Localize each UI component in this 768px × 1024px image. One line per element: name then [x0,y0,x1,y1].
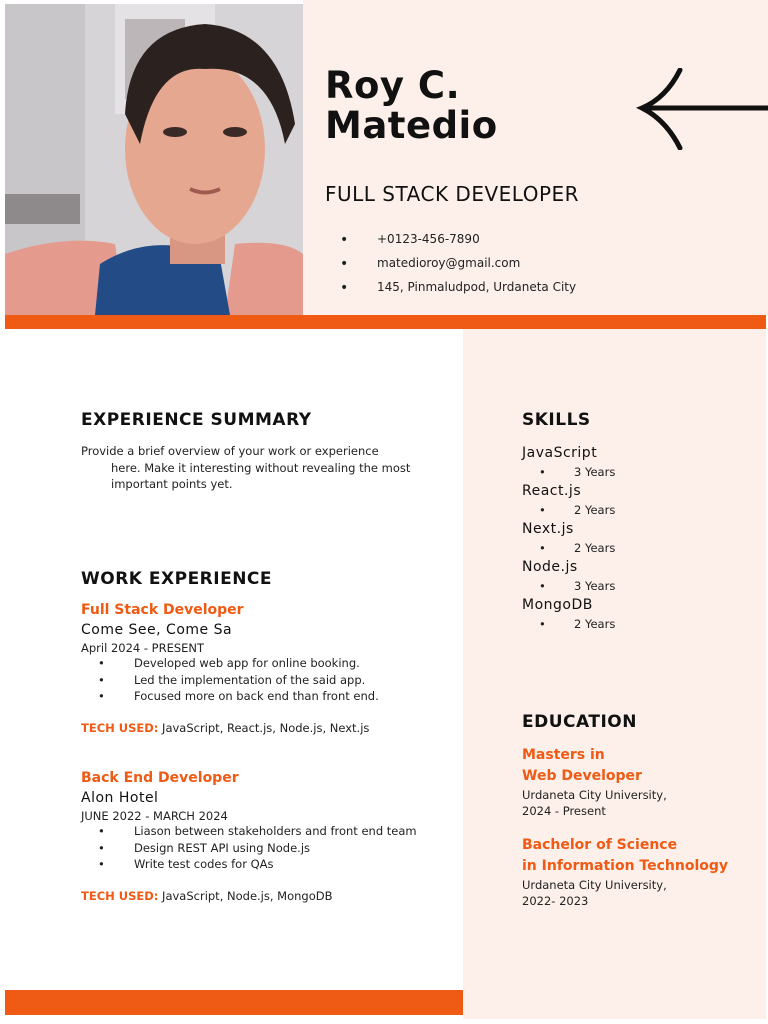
education-entry [522,835,762,909]
skill-item [522,595,742,633]
skill-item [522,481,742,519]
bullet: • [340,232,349,248]
skill-item [522,443,742,481]
job-entry [81,770,421,903]
phone-text: +0123-456-7890 [377,232,480,246]
profile-photo-illustration [5,4,303,315]
company-name: Alon Hotel [81,790,159,806]
job-dates: JUNE 2022 - MARCH 2024 [81,809,228,823]
job-entry [81,602,451,735]
job-bullet: • Led the implementation of the said app. [81,672,451,689]
degree-line-2: in Information Technology [522,858,729,874]
candidate-name [325,66,498,146]
education-years: 2022- 2023 [522,894,589,908]
job-title: Back End Developer [81,770,239,786]
job-bullet: • Write test codes for QAs [81,856,421,873]
name-line-1: Roy C. [325,64,461,107]
job-bullet: • Focused more on back end than front end. [81,688,451,705]
degree-line-1: Bachelor of Science [522,837,678,853]
tech-used-value: JavaScript, React.js, Node.js, Next.js [162,720,370,735]
tech-used-value: JavaScript, Node.js, MongoDB [162,888,333,903]
company-name: Come See, Come Sa [81,622,233,638]
job-bullet: • Design REST API using Node.js [81,840,421,857]
skill-years: • 2 Years [522,615,742,633]
arrow-left-icon [636,68,768,150]
bullet: • [340,256,349,272]
address-text: 145, Pinmaludpod, Urdaneta City [377,280,577,294]
experience-summary-title: EXPERIENCE SUMMARY [81,410,312,430]
skills-list [522,443,742,633]
accent-bar-top [5,315,766,329]
skill-name: JavaScript [522,445,598,461]
skill-name: MongoDB [522,597,593,613]
sidebar-panel [463,329,766,1019]
email-text: matedioroy@gmail.com [377,256,521,270]
tech-used [81,721,451,735]
school-name: Urdaneta City University, [522,788,667,802]
job-dates: April 2024 - PRESENT [81,641,205,655]
job-bullet: • Developed web app for online booking. [81,655,451,672]
name-line-2: Matedio [325,104,498,147]
tech-used-label: TECH USED: [81,888,159,903]
skill-item [522,557,742,595]
job-title: Full Stack Developer [81,602,244,618]
skill-years: • 3 Years [522,577,742,595]
degree-line-1: Masters in [522,747,605,763]
header-panel [303,0,768,315]
work-experience-title: WORK EXPERIENCE [81,569,273,589]
education-years: 2024 - Present [522,804,606,818]
skill-name: Node.js [522,559,578,575]
skill-years: • 2 Years [522,501,742,519]
skill-name: React.js [522,483,582,499]
school-name: Urdaneta City University, [522,878,667,892]
skill-name: Next.js [522,521,574,537]
skill-years: • 3 Years [522,463,742,481]
tech-used-label: TECH USED: [81,720,159,735]
skill-years: • 2 Years [522,539,742,557]
job-bullets [81,823,421,873]
bullet: • [340,280,349,296]
tech-used [81,889,421,903]
degree-line-2: Web Developer [522,768,642,784]
profile-photo [5,4,303,315]
skill-item [522,519,742,557]
accent-bar-bottom [5,990,463,1015]
job-bullets [81,655,451,705]
experience-summary-text [81,443,411,493]
education-title: EDUCATION [522,712,637,732]
summary-paragraph: Provide a brief overview of your work or experience here. Make it interesting without revealing the most important points yet. [81,444,411,491]
job-role: FULL STACK DEVELOPER [325,182,580,206]
job-bullet: • Liason between stakeholders and front end team [81,823,421,840]
skills-title: SKILLS [522,410,591,430]
education-entry [522,745,757,819]
